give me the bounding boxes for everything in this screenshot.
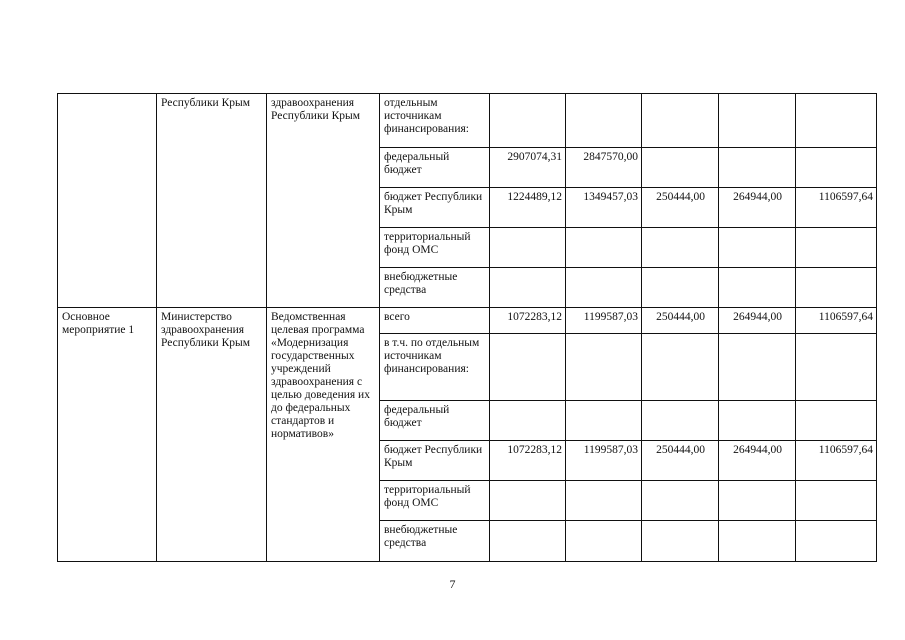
value-cell: 1349457,03 — [566, 188, 642, 228]
value-cell — [566, 521, 642, 562]
value-cell — [566, 268, 642, 308]
funding-source-cell: отдельным источникам финансирования: — [380, 94, 490, 148]
funding-source-cell: внебюджетные средства — [380, 268, 490, 308]
value-cell — [642, 268, 719, 308]
value-cell: 1199587,03 — [566, 441, 642, 481]
funding-source-cell: федеральный бюджет — [380, 148, 490, 188]
value-cell: 250444,00 — [642, 308, 719, 334]
funding-source-cell: территориальный фонд ОМС — [380, 481, 490, 521]
value-cell — [642, 481, 719, 521]
event-cell: Основное мероприятие 1 — [58, 308, 157, 562]
value-cell — [490, 94, 566, 148]
funding-source-cell: всего — [380, 308, 490, 334]
value-cell — [796, 334, 877, 401]
value-cell — [796, 521, 877, 562]
value-cell — [490, 481, 566, 521]
value-cell — [642, 228, 719, 268]
value-cell — [642, 401, 719, 441]
funding-source-cell: федеральный бюджет — [380, 401, 490, 441]
event-cell — [58, 94, 157, 308]
funding-source-cell: территориальный фонд ОМС — [380, 228, 490, 268]
value-cell: 1106597,64 — [796, 308, 877, 334]
value-cell — [490, 228, 566, 268]
value-cell — [796, 148, 877, 188]
table-row — [58, 94, 877, 148]
budget-table — [57, 93, 877, 562]
value-cell: 264944,00 — [719, 188, 796, 228]
value-cell — [566, 94, 642, 148]
table-row — [58, 308, 877, 334]
value-cell — [796, 228, 877, 268]
value-cell — [642, 94, 719, 148]
value-cell — [566, 334, 642, 401]
value-cell: 2907074,31 — [490, 148, 566, 188]
program-cell: Ведомственная целевая программа «Модернизация государственных учреждений здравоохранения с целью доведения их до федеральных стандартов и нормативов» — [267, 308, 380, 562]
executor-cell: Министерство здравоохранения Республики Крым — [157, 308, 267, 562]
value-cell: 1072283,12 — [490, 308, 566, 334]
value-cell — [796, 481, 877, 521]
funding-source-cell: бюджет Республики Крым — [380, 441, 490, 481]
value-cell: 250444,00 — [642, 441, 719, 481]
funding-source-cell: бюджет Республики Крым — [380, 188, 490, 228]
value-cell — [490, 521, 566, 562]
value-cell: 1106597,64 — [796, 441, 877, 481]
program-cell: здравоохранения Республики Крым — [267, 94, 380, 308]
value-cell: 1072283,12 — [490, 441, 566, 481]
value-cell: 2847570,00 — [566, 148, 642, 188]
value-cell — [642, 521, 719, 562]
funding-source-cell: внебюджетные средства — [380, 521, 490, 562]
value-cell — [796, 401, 877, 441]
page-number: 7 — [449, 577, 456, 591]
value-cell — [796, 94, 877, 148]
value-cell — [719, 268, 796, 308]
value-cell — [566, 401, 642, 441]
funding-source-cell: в т.ч. по отдельным источникам финансирования: — [380, 334, 490, 401]
value-cell: 1224489,12 — [490, 188, 566, 228]
value-cell — [490, 401, 566, 441]
value-cell: 250444,00 — [642, 188, 719, 228]
value-cell — [719, 521, 796, 562]
value-cell — [796, 268, 877, 308]
value-cell — [642, 148, 719, 188]
executor-cell: Республики Крым — [157, 94, 267, 308]
value-cell — [719, 94, 796, 148]
value-cell: 1199587,03 — [566, 308, 642, 334]
value-cell: 264944,00 — [719, 308, 796, 334]
value-cell — [490, 334, 566, 401]
value-cell — [719, 228, 796, 268]
value-cell — [566, 481, 642, 521]
value-cell — [719, 401, 796, 441]
value-cell — [719, 148, 796, 188]
value-cell — [719, 334, 796, 401]
value-cell — [719, 481, 796, 521]
value-cell — [566, 228, 642, 268]
value-cell — [490, 268, 566, 308]
value-cell: 1106597,64 — [796, 188, 877, 228]
value-cell: 264944,00 — [719, 441, 796, 481]
value-cell — [642, 334, 719, 401]
